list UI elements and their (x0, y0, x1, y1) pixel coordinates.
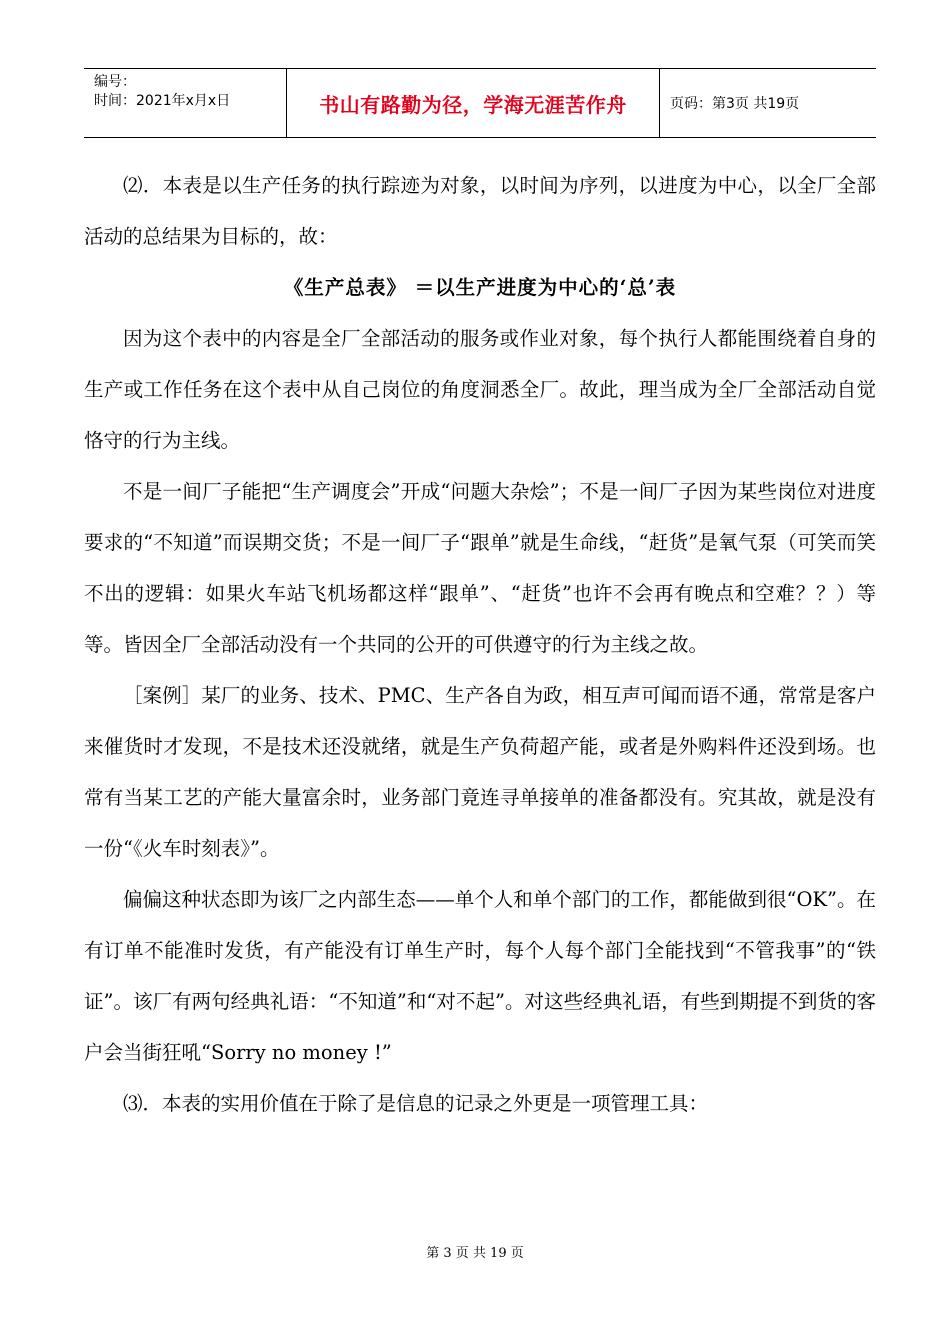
document-body (84, 160, 876, 1129)
header-motto: 书山有路勤为径，学海无涯苦作舟 (319, 92, 627, 117)
page-header (84, 68, 876, 138)
header-meta (84, 69, 287, 137)
paragraph-reason: 因为这个表中的内容是全厂全部活动的服务或作业对象，每个执行人都能围绕着自身的生产或工作任务在这个表中从自己岗位的角度洞悉全厂。故此，理当成为全厂全部活动自觉恪守的行为主线。 (84, 327, 876, 452)
paragraph-ecology: 偏偏这种状态即为该厂之内部生态——单个人和单个部门的工作，都能做到很“OK”。在有订单不能准时发货，有产能没有订单生产时，每个人每个部门全能找到“不管我事”的“铁证”。该厂有两句经典礼语：“不知道”和“对不起”。对这些经典礼语，有些到期提不到货的客户会当街狂吼“Sorry no money !” (84, 888, 876, 1064)
paragraph-case: ［案例］某厂的业务、技术、PMC、生产各自为政，相互声可闻而语不通，常常是客户来催货时才发现，不是技术还没就绪，就是生产负荷超产能，或者是外购料件还没到场。也常有当某工艺的产能大量富余时，业务部门竟连寻单接单的准备都没有。究其故，就是没有一份“《火车时刻表》”。 (84, 684, 876, 860)
header-motto-cell (287, 69, 660, 137)
document-number-label: 编号： (94, 74, 136, 90)
paragraph-problems: 不是一间厂子能把“生产调度会”开成“问题大杂烩”；不是一间厂子因为某些岗位对进度要求的“不知道”而误期交货；不是一间厂子“跟单”就是生命线，“赶货”是氧气泵（可笑而笑不出的逻辑：如果火车站飞机场都这样“跟单”、“赶货”也许不会再有晚点和空难？？）等等。皆因全厂全部活动没有一个共同的公开的可供遵守的行为主线之故。 (84, 480, 876, 656)
paragraph-2: ⑵．本表是以生产任务的执行踪迹为对象，以时间为序列，以进度为中心，以全厂全部活动的总结果为目标的，故： (84, 174, 876, 248)
paragraph-3: ⑶．本表的实用价值在于除了是信息的记录之外更是一项管理工具： (123, 1092, 709, 1115)
formula-title: 《生产总表》 ＝以生产进度为中心的‘总’表 (283, 276, 677, 299)
document-time-label: 时间：2021年x月x日 (94, 93, 231, 109)
header-page-info: 页码：第3页 共19页 (670, 96, 800, 112)
page-footer: 第 3 页 共 19 页 (426, 1246, 524, 1261)
